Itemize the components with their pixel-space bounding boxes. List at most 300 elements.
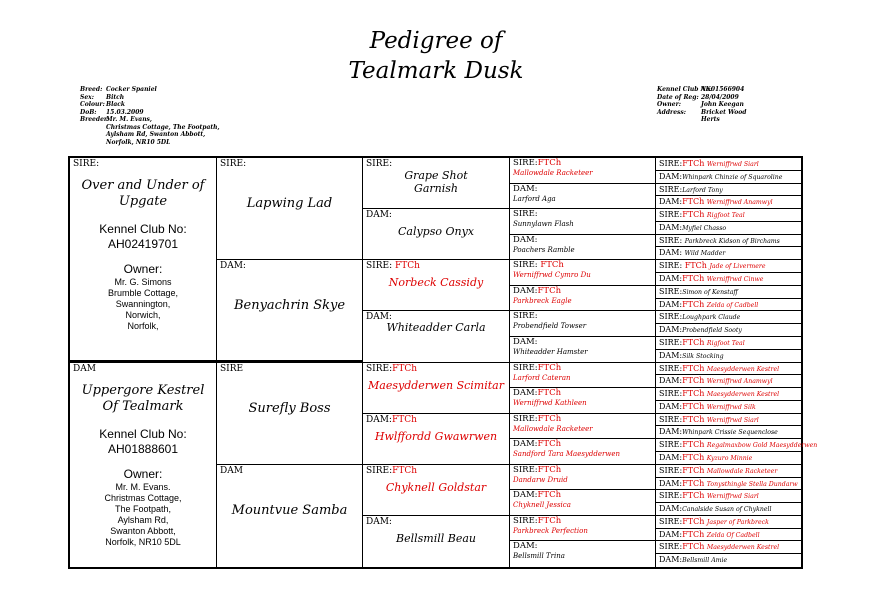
gen5-cell: [656, 158, 801, 171]
gen3-name: Chyknell Goldstar: [385, 480, 487, 494]
gen4-label-text: SIRE:: [513, 413, 538, 424]
gen4-label: [513, 465, 561, 475]
ftch-title: FTCh: [537, 490, 562, 501]
gen5-name: Rigfoot Teal: [706, 212, 745, 220]
gen4-cell: [510, 388, 655, 414]
gen4-label-text: SIRE:: [513, 464, 538, 475]
gen5-name: Wild Madder: [684, 250, 726, 258]
gen5-label: DAM:: [659, 171, 683, 181]
gen2-cell: [217, 158, 362, 260]
gen5-line: [659, 172, 799, 183]
gen5-cell: [656, 375, 801, 388]
gen5-name: Bellsmill Amie: [682, 557, 728, 565]
ftch-title: FTCh: [682, 452, 707, 462]
ftch-title: FTCh: [392, 363, 418, 374]
ftch-title: FTCh: [684, 261, 710, 271]
info-label: Date of Reg:: [657, 93, 699, 101]
gen5-cell: [656, 541, 801, 554]
gen3-cell: [363, 516, 509, 567]
gen5-cell: [656, 452, 801, 465]
owner-line: Brumble Cottage,: [107, 288, 179, 298]
gen5-label: SIRE:: [659, 286, 683, 296]
gen3-name: Bellsmill Beau: [396, 531, 476, 545]
owner-line: Mr. G. Simons: [114, 277, 172, 287]
gen5-name: Loughpark Claude: [682, 314, 741, 322]
gen4-cell: [510, 260, 655, 286]
gen1-sire-cell: [70, 158, 216, 363]
info-row: [657, 101, 746, 109]
gen4-name: Mallowdale Racketeer: [513, 424, 593, 433]
generation-2: [217, 158, 363, 567]
gen2-label: SIRE: [220, 363, 244, 374]
info-row: [657, 116, 746, 124]
gen4-label: [513, 209, 538, 219]
gen4-name: Mallowdale Racketeer: [513, 169, 593, 177]
gen5-name: Whinpark Chinzie of Squaroline: [682, 173, 783, 181]
dog-details: [80, 86, 220, 146]
gen1-dam-label: DAM: [73, 363, 96, 374]
gen3-label: [366, 415, 417, 425]
gen5-name: Werniffrwd Siarl: [706, 493, 759, 501]
info-row: [80, 131, 220, 139]
info-value: Bricket Wood: [701, 108, 747, 116]
gen5-cell: [656, 171, 801, 184]
ftch-title: FTCh: [682, 389, 707, 399]
ftch-title: FTCh: [682, 274, 707, 284]
gen5-cell: [656, 363, 801, 376]
gen4-cell: [510, 311, 655, 337]
owner-label: Owner:: [123, 262, 163, 276]
ftch-title: FTCh: [537, 464, 562, 475]
gen4-cell: [510, 158, 655, 184]
gen5-cell: [656, 184, 801, 197]
gen1-sire-name: Over and Under of Upgate: [81, 178, 205, 209]
gen4-label-text: SIRE:: [513, 515, 538, 526]
gen3-label-text: DAM:: [366, 210, 392, 221]
gen5-label: SIRE:: [659, 363, 683, 373]
ftch-title: FTCh: [394, 261, 420, 272]
generation-5: [656, 158, 818, 567]
gen3-name: Calypso Onyx: [397, 225, 475, 239]
gen5-label: DAM:: [659, 555, 683, 565]
gen5-cell: [656, 286, 801, 299]
gen3-label: [366, 517, 392, 527]
gen5-cell: [656, 273, 801, 286]
info-row: [80, 86, 220, 94]
gen5-line: [659, 325, 799, 336]
gen5-line: [659, 427, 799, 438]
gen3-cell: [363, 209, 509, 260]
gen4-label-text: DAM:: [513, 541, 538, 552]
gen2-cell: [217, 260, 362, 362]
ftch-title: FTCh: [537, 515, 562, 526]
gen5-label: DAM:: [659, 529, 683, 539]
gen5-cell: [656, 324, 801, 337]
gen3-label-text: SIRE:: [366, 465, 393, 476]
gen5-cell: [656, 311, 801, 324]
gen3-label-text: DAM:: [366, 414, 392, 425]
info-label: Breed:: [80, 86, 103, 93]
gen4-label-text: DAM:: [513, 234, 538, 245]
gen5-name: Parkbreck Kidson of Birchams: [684, 237, 780, 245]
gen5-label: SIRE:: [659, 465, 683, 475]
gen4-name: Probendfield Towser: [513, 322, 587, 331]
info-label: Address:: [657, 108, 686, 116]
gen5-line: [659, 223, 799, 234]
gen5-name: Werniffrwd Siarl: [706, 161, 759, 168]
gen5-cell: [656, 337, 801, 350]
gen5-name: Regalmaxbow Gold Maesydderwen: [706, 442, 818, 450]
owner-label: Owner:: [123, 466, 163, 481]
gen5-line: [659, 210, 799, 221]
ftch-title: FTCh: [682, 478, 707, 488]
gen5-cell: [656, 222, 801, 235]
gen4-name: Whiteadder Hamster: [513, 347, 588, 356]
gen5-label: DAM:: [659, 325, 683, 335]
ftch-title: FTCh: [540, 260, 564, 271]
gen4-cell: [510, 516, 655, 542]
generation-1: [70, 158, 217, 567]
owner-line: Norfolk,: [127, 321, 159, 331]
gen5-label: SIRE:: [659, 491, 683, 501]
gen5-cell: [656, 465, 801, 478]
gen4-label: [513, 490, 561, 500]
kennel-club-label: Kennel Club No:: [99, 222, 187, 236]
owner-line: The Footpath,: [114, 503, 172, 514]
gen5-label: SIRE:: [659, 235, 685, 245]
gen3-cell: [363, 311, 509, 362]
gen2-label: SIRE:: [220, 159, 247, 169]
gen5-name: Maesydderwen Kestrel: [706, 365, 780, 373]
gen5-cell: [656, 247, 801, 260]
gen3-label-text: SIRE:: [366, 159, 393, 169]
gen5-line: [659, 530, 799, 541]
gen5-label: SIRE:: [659, 414, 683, 424]
ftch-title: FTCh: [682, 210, 707, 220]
gen2-name: Lapwing Lad: [246, 196, 333, 211]
gen1-dam-cell: [70, 363, 216, 568]
gen5-label: DAM:: [659, 248, 685, 258]
gen2-cell: [217, 465, 362, 567]
gen4-label: [513, 286, 561, 296]
gen4-label-text: DAM:: [513, 490, 538, 501]
gen5-cell: [656, 388, 801, 401]
info-row: [657, 109, 746, 117]
gen5-line: [659, 517, 799, 528]
gen5-label: DAM:: [659, 376, 683, 386]
gen5-cell: [656, 439, 818, 452]
gen5-line: [659, 159, 799, 170]
ftch-title: FTCh: [682, 376, 707, 386]
ftch-title: FTCh: [537, 362, 562, 373]
ftch-title: FTCh: [682, 401, 707, 411]
gen4-cell: [510, 209, 655, 235]
ftch-title: FTCh: [537, 413, 562, 424]
gen5-name: Zelda of Cadbell: [706, 301, 759, 309]
gen5-line: [659, 338, 799, 349]
info-row: [80, 116, 220, 124]
gen3-label-text: SIRE:: [366, 261, 395, 272]
ftch-title: FTCh: [682, 465, 707, 475]
gen5-line: [659, 351, 799, 362]
gen5-name: Werniffrwd Siarl: [706, 416, 759, 424]
info-value: Aylsham Rd, Swanton Abbott,: [106, 131, 206, 138]
ftch-title: FTCh: [682, 440, 707, 450]
ftch-title: FTCh: [537, 285, 562, 296]
owner-block: [70, 262, 216, 332]
gen4-label-text: DAM:: [513, 439, 538, 450]
info-value: Norfolk, NR10 5DL: [106, 138, 171, 146]
gen5-line: [659, 440, 818, 451]
gen5-name: Simon of Kenstaff: [682, 288, 738, 296]
info-row: [80, 109, 220, 117]
gen4-label: [513, 363, 561, 373]
gen5-line: [659, 479, 799, 490]
gen5-name: Jade of Livermere: [709, 263, 766, 271]
gen4-name: Parkbreck Eagle: [513, 296, 572, 305]
gen5-name: Silk Stocking: [682, 352, 724, 360]
gen3-cell: [363, 158, 509, 209]
gen5-label: DAM:: [659, 452, 683, 462]
gen5-cell: [656, 260, 801, 273]
gen5-line: [659, 542, 799, 553]
info-value: Bitch: [106, 93, 125, 101]
gen3-label: [366, 261, 420, 271]
info-label: Sex:: [80, 93, 94, 101]
info-value: John Keegan: [701, 101, 744, 108]
title-line-1: Pedigree of: [369, 28, 503, 54]
gen5-name: Maesydderwen Kestrel: [706, 544, 780, 552]
ftch-title: FTCh: [682, 414, 707, 424]
kennel-club-label: Kennel Club No:: [99, 426, 187, 441]
gen4-name: Werniffrwd Cymro Du: [513, 271, 591, 280]
gen3-label: [366, 159, 392, 169]
info-row: [657, 94, 746, 102]
gen5-line: [659, 402, 799, 413]
gen5-name: Tonysthingle Stella Dundarw: [706, 480, 798, 488]
gen4-name: Chyknell Jessica: [513, 501, 571, 510]
gen2-cell: [217, 363, 362, 465]
owner-line: Norfolk, NR10 5DL: [105, 536, 181, 547]
info-value: Mr. M. Evans,: [106, 116, 153, 123]
gen4-name: Dandarw Druid: [513, 475, 568, 484]
gen5-line: [659, 236, 799, 247]
gen3-name: Grape Shot Garnish: [404, 169, 468, 195]
gen4-label-text: SIRE:: [513, 158, 538, 168]
kennel-club-number: AH01888601: [107, 441, 179, 456]
gen5-name: Jasper of Parkbreck: [706, 518, 769, 526]
gen5-cell: [656, 196, 801, 209]
info-label: DoB:: [80, 108, 97, 116]
gen2-label: DAM:: [220, 261, 246, 272]
gen5-line: [659, 248, 799, 259]
gen5-label: SIRE:: [659, 184, 683, 194]
title-line-2: Tealmark Dusk: [348, 58, 524, 84]
gen5-line: [659, 555, 799, 566]
gen3-label: [366, 210, 392, 220]
gen5-name: Maesydderwen Kestrel: [706, 391, 780, 399]
ftch-title: FTCh: [682, 529, 707, 539]
info-label: Colour:: [80, 101, 105, 108]
kennel-club-number: AH02419701: [107, 237, 179, 251]
gen4-label-text: DAM:: [513, 183, 538, 194]
gen4-cell: [510, 439, 655, 465]
gen4-cell: [510, 414, 655, 440]
gen5-name: Larford Tony: [682, 186, 723, 194]
gen4-label-text: SIRE:: [513, 209, 538, 220]
gen5-line: [659, 287, 799, 298]
gen4-label: [513, 311, 538, 321]
gen5-name: Werniffrwd Silk: [706, 403, 756, 411]
owner-line: Swanton Abbott,: [110, 525, 176, 536]
generation-4: [510, 158, 656, 567]
gen5-label: DAM:: [659, 299, 683, 309]
gen5-cell: [656, 235, 801, 248]
gen4-cell: [510, 235, 655, 261]
gen5-line: [659, 364, 799, 375]
gen2-name: Mountvue Samba: [231, 502, 348, 518]
gen5-name: Probendfield Sooty: [682, 327, 742, 335]
gen4-cell: [510, 337, 655, 363]
ftch-title: FTCh: [682, 363, 707, 373]
info-value: 15.03.2009: [106, 108, 144, 116]
ftch-title: FTCh: [682, 542, 707, 552]
gen1-sire-label: SIRE:: [73, 159, 100, 169]
gen5-cell: [656, 490, 801, 503]
gen5-line: [659, 312, 799, 323]
gen2-label: DAM: [220, 465, 243, 476]
gen4-cell: [510, 363, 655, 389]
gen4-label: [513, 439, 561, 449]
gen5-label: SIRE:: [659, 389, 683, 399]
info-row: [80, 139, 220, 147]
gen4-label: [513, 158, 561, 168]
registration-details: [657, 86, 746, 124]
gen4-label: [513, 541, 538, 551]
generation-3: [363, 158, 510, 567]
gen5-cell: [656, 503, 801, 516]
gen4-cell: [510, 184, 655, 210]
gen5-cell: [656, 414, 801, 427]
gen5-label: SIRE:: [659, 312, 683, 322]
gen5-label: SIRE:: [659, 440, 683, 450]
gen3-name: Maesydderwen Scimitar: [368, 378, 504, 392]
info-label: Breeder:: [80, 116, 110, 123]
gen5-line: [659, 415, 799, 426]
gen4-label-text: SIRE:: [513, 260, 541, 271]
owner-line: Aylsham Rd,: [117, 514, 169, 525]
gen3-name: Norbeck Cassidy: [388, 276, 484, 290]
ftch-title: FTCh: [682, 516, 707, 526]
info-value: Cocker Spaniel: [106, 86, 157, 93]
gen5-line: [659, 376, 799, 387]
owner-line: Mr. M. Evans.: [115, 481, 171, 492]
info-value: Christmas Cottage, The Footpath,: [106, 123, 220, 131]
gen5-line: [659, 197, 799, 208]
gen3-label: [366, 364, 417, 374]
gen4-label: [513, 337, 538, 347]
gen2-name: Benyachrin Skye: [233, 298, 346, 314]
gen4-name: Bellsmill Trina: [513, 552, 565, 561]
gen5-name: Werniffrwd Cinwe: [706, 276, 764, 284]
ftch-title: FTCh: [682, 337, 707, 347]
gen5-name: Rigfoot Teal: [706, 339, 745, 347]
gen5-name: Canalside Susan of Chyknell: [682, 506, 772, 514]
ftch-title: FTCh: [682, 491, 707, 501]
gen4-label: [513, 184, 538, 194]
gen5-cell: [656, 209, 801, 222]
gen5-label: DAM:: [659, 350, 683, 360]
gen5-name: Mallowdale Racketeer: [706, 467, 778, 475]
gen5-line: [659, 300, 799, 311]
owner-line: Swannington,: [115, 299, 171, 309]
gen3-name: Whiteadder Carla: [386, 321, 486, 335]
info-row: [80, 101, 220, 109]
gen4-label-text: SIRE:: [513, 362, 538, 373]
gen5-cell: [656, 350, 801, 363]
info-value: Herts: [701, 116, 720, 123]
gen3-cell: [363, 260, 509, 311]
gen5-line: [659, 504, 799, 515]
ftch-title: FTCh: [682, 159, 707, 168]
owner-line: Norwich,: [125, 310, 161, 320]
gen5-label: SIRE:: [659, 159, 683, 168]
gen4-name: Larford Aga: [513, 194, 556, 203]
gen5-cell: [656, 516, 801, 529]
gen3-label-text: DAM:: [366, 312, 392, 323]
gen4-name: Parkbreck Perfection: [513, 526, 588, 535]
gen5-cell: [656, 299, 801, 312]
gen4-name: Poachers Ramble: [513, 245, 575, 254]
info-label: Kennel Club No:: [657, 86, 713, 93]
pedigree-table: [68, 156, 818, 569]
gen5-cell: [656, 529, 801, 542]
gen5-label: DAM:: [659, 427, 683, 437]
gen5-line: [659, 261, 799, 272]
ftch-title: FTCh: [682, 197, 707, 207]
gen4-label: [513, 516, 561, 526]
gen5-cell: [656, 401, 801, 414]
gen4-label-text: DAM:: [513, 336, 538, 347]
gen5-label: SIRE:: [659, 516, 683, 526]
gen5-line: [659, 185, 799, 196]
gen5-label: DAM:: [659, 401, 683, 411]
gen4-cell: [510, 286, 655, 312]
ftch-title: FTCh: [537, 388, 562, 399]
gen5-line: [659, 453, 799, 464]
gen5-line: [659, 466, 799, 477]
gen5-label: SIRE:: [659, 261, 685, 271]
info-label: Owner:: [657, 101, 681, 108]
gen5-label: DAM:: [659, 197, 683, 207]
gen4-cell: [510, 465, 655, 491]
gen4-label: [513, 388, 561, 398]
gen5-label: DAM:: [659, 478, 683, 488]
gen5-cell: [656, 478, 801, 491]
owner-line: Christmas Cottage,: [104, 492, 182, 503]
gen4-label: [513, 260, 564, 270]
gen3-label: [366, 466, 417, 476]
ftch-title: FTCh: [392, 465, 418, 476]
ftch-title: FTCh: [537, 439, 562, 450]
gen3-cell: [363, 465, 509, 516]
gen3-cell: [363, 414, 509, 465]
gen5-line: [659, 274, 799, 285]
gen4-label: [513, 414, 561, 424]
gen3-cell: [363, 363, 509, 414]
gen5-name: Werniffrwd Anamwyl: [706, 199, 773, 207]
gen3-label-text: SIRE:: [366, 363, 393, 374]
